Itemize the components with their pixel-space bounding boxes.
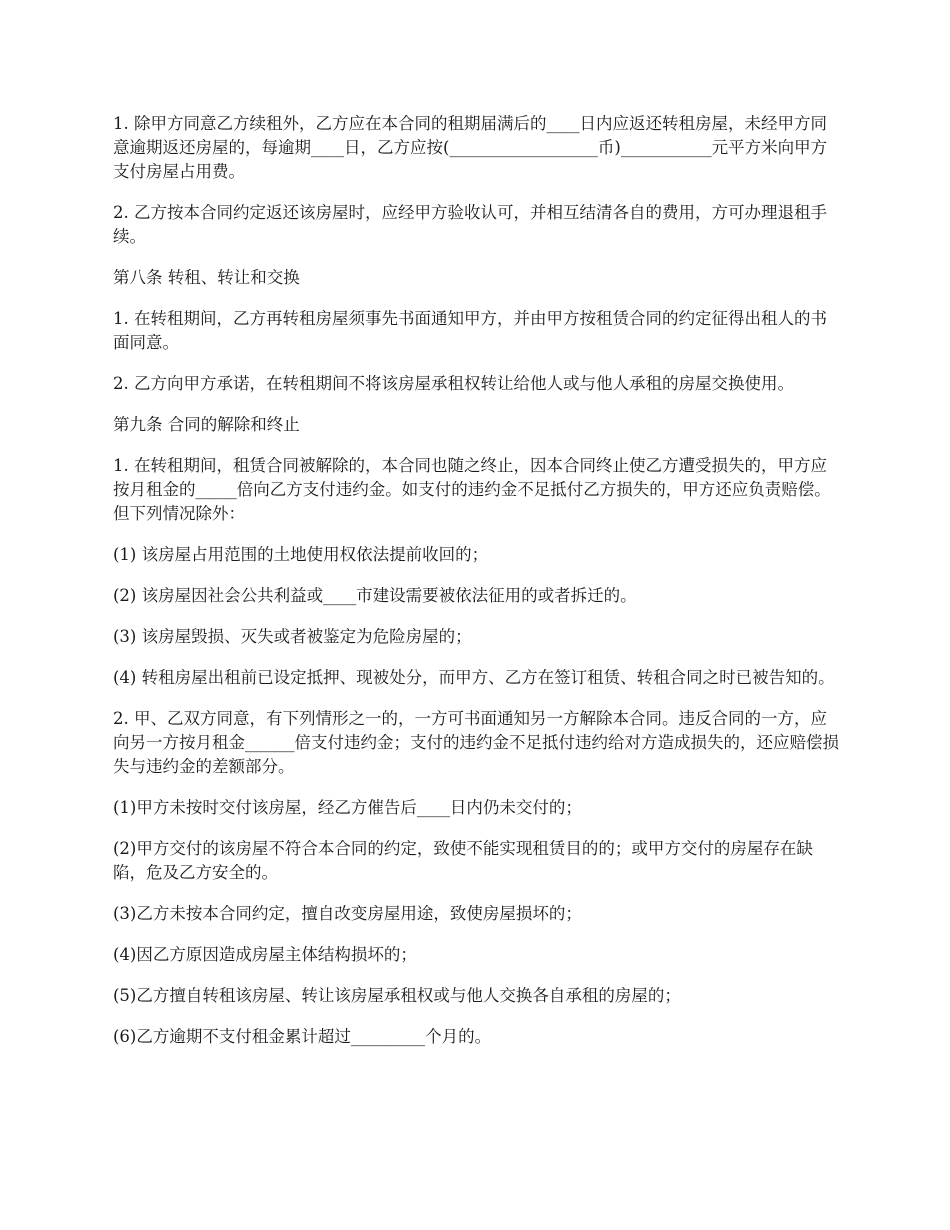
termination-item-2: (2)甲方交付的该房屋不符合本合同的约定，致使不能实现租赁目的的；或甲方交付的房屋存在缺陷，危及乙方安全的。 xyxy=(113,839,813,882)
termination-item-5: (5)乙方擅自转租该房屋、转让该房屋承租权或与他人交换各自承租的房屋的； xyxy=(113,986,681,1005)
clause-return-inspection: 2. 乙方按本合同约定返还该房屋时，应经甲方验收认可，并相互结清各自的费用，方可办理退租手续。 xyxy=(113,203,827,246)
clause-return-deadline: 1. 除甲方同意乙方续租外，乙方应在本合同的租期届满后的____日内应返还转租房屋，未经甲方同意逾期返还房屋的，每逾期____日，乙方应按(__________________币)___________元平方米向甲方支付房屋占用费。 xyxy=(113,114,828,181)
clause-termination-penalty: 1. 在转租期间，租赁合同被解除的，本合同也随之终止，因本合同终止使乙方遭受损失的，甲方应按月租金的_____倍向乙方支付违约金。如支付的违约金不足抵付乙方损失的，甲方还应负责赔偿。但下列情况除外： xyxy=(113,456,831,523)
exception-item-1: (1) 该房屋占用范围的土地使用权依法提前收回的； xyxy=(113,545,489,564)
article-9-heading: 第九条 合同的解除和终止 xyxy=(113,415,300,434)
termination-item-3: (3)乙方未按本合同约定，擅自改变房屋用途，致使房屋损坏的； xyxy=(113,904,582,923)
clause-sublease-notice: 1. 在转租期间，乙方再转租房屋须事先书面通知甲方，并由甲方按租赁合同的约定征得出租人的书面同意。 xyxy=(113,309,827,352)
article-8-heading: 第八条 转租、转让和交换 xyxy=(113,268,300,287)
clause-sublease-promise: 2. 乙方向甲方承诺，在转租期间不将该房屋承租权转让给他人或与他人承租的房屋交换使用。 xyxy=(113,374,794,393)
exception-item-3: (3) 该房屋毁损、灭失或者被鉴定为危险房屋的； xyxy=(113,627,472,646)
termination-item-6: (6)乙方逾期不支付租金累计超过_________个月的。 xyxy=(113,1027,492,1046)
exception-item-2: (2) 该房屋因社会公共利益或____市建设需要被依法征用的或者拆迁的。 xyxy=(113,586,637,605)
clause-mutual-termination: 2. 甲、乙双方同意，有下列情形之一的，一方可书面通知另一方解除本合同。违反合同的一方，应向另一方按月租金______倍支付违约金；支付的违约金不足抵付违约给对方造成损失的，还应赔偿损失与违约金的差额部分。 xyxy=(113,709,839,776)
document-body xyxy=(113,112,843,1066)
termination-item-1: (1)甲方未按时交付该房屋，经乙方催告后____日内仍未交付的； xyxy=(113,798,582,817)
exception-item-4: (4) 转租房屋出租前已设定抵押、现被处分，而甲方、乙方在签订租赁、转租合同之时已被告知的。 xyxy=(113,668,835,687)
termination-item-4: (4)因乙方原因造成房屋主体结构损坏的； xyxy=(113,945,417,964)
